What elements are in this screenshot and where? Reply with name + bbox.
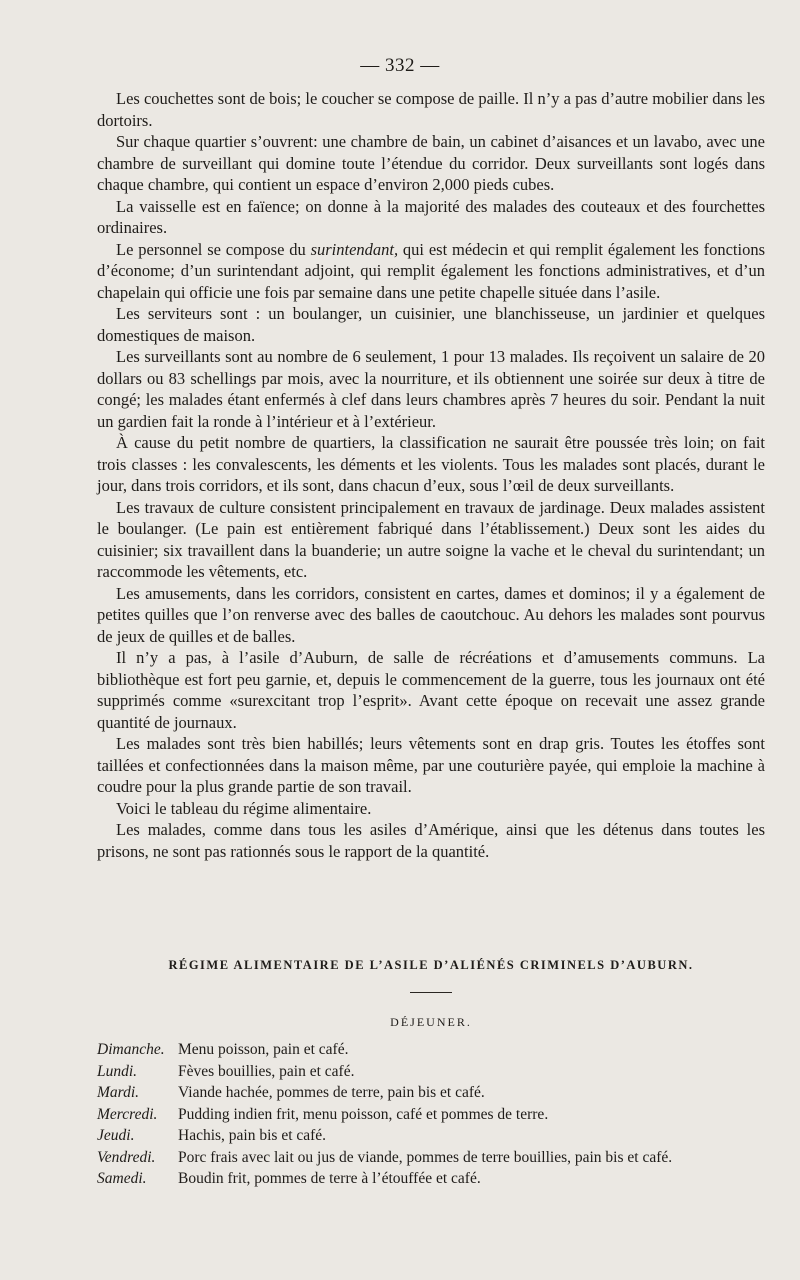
table-title: RÉGIME ALIMENTAIRE DE L’ASILE D’ALIÉNÉS CRIMINELS D’AUBURN. [168,958,694,972]
paragraph: Sur chaque quartier s’ouvrent: une chambre de bain, un cabinet d’aisances et un lavabo, avec une chambre de surveillant qui domine toute l’étendue du corridor. Deux surveillants sont logés dans chaque chambre, qui contient un espace d’environ 2,000 pieds cubes. [97,132,765,194]
paragraph: Les malades, comme dans tous les asiles d’Amérique, ainsi que les détenus dans toutes les prisons, ne sont pas rationnés sous le rapport de la quantité. [97,820,765,861]
menu-day: Lundi. [97,1062,138,1080]
menu-row [97,1168,777,1190]
menu-items: Pudding indien frit, menu poisson, café et pommes de terre. [178,1105,549,1123]
paragraph: Il n’y a pas, à l’asile d’Auburn, de salle de récréations et d’amusements communs. La bibliothèque est fort peu garnie, et, depuis le commencement de la guerre, tous les journaux ont été supprimés comme «surexcitant trop l’esprit». Avant cette époque on recevait une assez grande quantité de journaux. [97,648,765,732]
menu-day: Mardi. [97,1084,140,1101]
menu-day: Jeudi. [97,1127,135,1144]
paragraph: Les couchettes sont de bois; le coucher se compose de paille. Il n’y a pas d’autre mobilier dans les dortoirs. [97,89,765,130]
menu-row [97,1104,777,1126]
menu-table [97,1039,777,1190]
paragraph: La vaisselle est en faïence; on donne à la majorité des malades des couteaux et des fourchettes ordinaires. [97,196,765,237]
paragraph-text: Le personnel se compose du [116,239,311,259]
menu-day: Mercredi. [97,1105,158,1123]
paragraph: Voici le tableau du régime alimentaire. [116,798,372,818]
paragraph-text: qui est médecin et qui remplit également les fonctions d’économe; d’un surintendant adjoint, qui remplit également les fonctions administratives, et d’un chapelain qui officie une fois par semaine dans une petite chapelle située dans l’asile. [97,239,765,302]
paragraph: Les serviteurs sont : un boulanger, un cuisinier, une blanchisseuse, un jardinier et quelques domestiques de maison. [97,304,765,345]
menu-items: Boudin frit, pommes de terre à l’étouffée et café. [178,1170,481,1187]
menu-items: Menu poisson, pain et café. [178,1041,349,1058]
menu-day: Samedi. [97,1170,147,1187]
menu-day: Dimanche. [97,1041,165,1058]
menu-row [97,1082,777,1104]
page-number: — 332 — [360,55,440,76]
menu-row [97,1061,777,1083]
menu-row [97,1147,777,1169]
paragraph-personnel [97,239,765,304]
paragraph: À cause du petit nombre de quartiers, la classification ne saurait être poussée très loin; on fait trois classes : les convalescents, les déments et les violents. Tous les malades sont placés, durant le jour, dans trois corridors, et ils sont, dans chacun d’eux, sous l’œil de deux surveillants. [97,433,765,495]
body-text [97,88,765,862]
menu-items: Fèves bouillies, pain et café. [178,1062,355,1080]
menu-row [97,1125,777,1147]
divider-rule [410,992,452,993]
paragraph: Les amusements, dans les corridors, consistent en cartes, dames et dominos; il y a également de petites quilles que l’on renverse avec des balles de caoutchouc. Au dehors les malades sont pourvus de jeux de quilles et de balles. [97,583,765,646]
meal-heading: DÉJEUNER. [390,1015,472,1029]
menu-items: Viande hachée, pommes de terre, pain bis et café. [178,1084,485,1101]
menu-row [97,1039,777,1061]
emphasis-surintendant: surintendant, [310,239,399,259]
menu-day: Vendredi. [97,1148,156,1166]
menu-items: Hachis, pain bis et café. [178,1127,327,1144]
paragraph: Les malades sont très bien habillés; leurs vêtements sont en drap gris. Toutes les étoffes sont taillées et confectionnées dans la maison même, par une couturière payée, qui emploie la machine à coudre pour la plus grande partie de son travail. [97,734,765,796]
menu-items: Porc frais avec lait ou jus de viande, pommes de terre bouillies, pain bis et café. [178,1148,673,1166]
paragraph: Les surveillants sont au nombre de 6 seulement, 1 pour 13 malades. Ils reçoivent un salaire de 20 dollars ou 83 schellings par mois, avec la nourriture, et ils obtiennent une soirée sur deux à titre de congé; les malades étant enfermés à clef dans leurs chambres après 7 heures du soir. Pendant la nuit un gardien fait la ronde à l’intérieur et à l’extérieur. [97,347,765,431]
paragraph: Les travaux de culture consistent principalement en travaux de jardinage. Deux malades assistent le boulanger. (Le pain est entièrement fabriqué dans l’établissement.) Deux sont les aides du cuisinier; six travaillent dans la buanderie; un autre soigne la vache et le cheval du surintendant; un raccommode les vêtements, etc. [97,497,765,581]
